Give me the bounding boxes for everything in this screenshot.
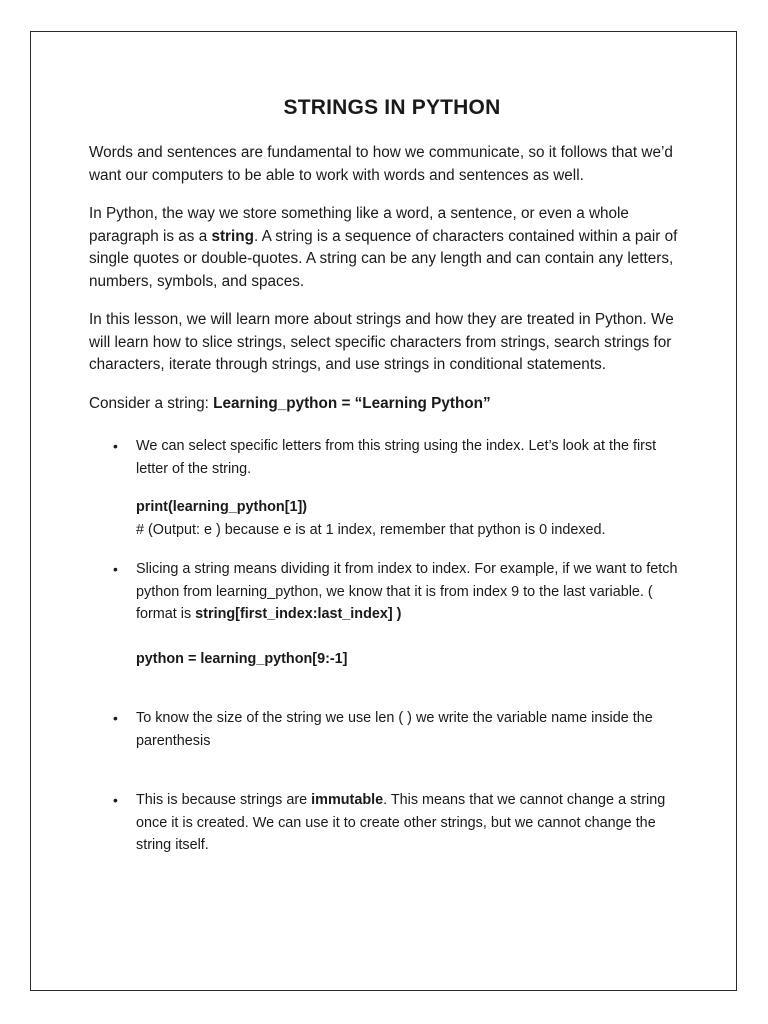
document-body xyxy=(89,96,689,857)
document-title: STRINGS IN PYTHON xyxy=(283,96,501,119)
consider-code: Learning_python = “Learning Python” xyxy=(213,394,491,412)
bullet-marker: • xyxy=(113,561,118,577)
immutable-text-before: This is because strings are xyxy=(136,792,312,808)
list-item xyxy=(89,435,689,541)
p2-text-before: In Python, the way we store something like a word, a sentence, or even a whole paragraph is as a xyxy=(89,205,629,245)
bullet-marker: • xyxy=(113,438,118,454)
bullet-text: To know the size of the string we use len ( ) we write the variable name inside the parenthesis xyxy=(136,710,653,749)
immutable-bold: immutable xyxy=(311,792,384,808)
paragraph-intro: Words and sentences are fundamental to how we communicate, so it follows that we’d want our computers to be able to work with words and sentences as well. xyxy=(89,144,673,184)
bullet-marker: • xyxy=(113,792,118,808)
bullet-marker: • xyxy=(113,710,118,726)
paragraph-string-definition xyxy=(89,203,689,293)
p2-bold-string: string xyxy=(211,227,254,245)
p2-text-after: . A string is a sequence of characters contained within a pair of single quotes or double-quotes. A string can be any length and can contain any letters, numbers, symbols, and spaces. xyxy=(89,227,678,290)
slicing-text: Slicing a string means dividing it from index to index. For example, if we want to fetch python from learning_python, we know that it is from index 9 to the last variable. ( format is xyxy=(136,561,678,622)
bullet-text xyxy=(136,789,689,857)
list-item xyxy=(89,707,689,752)
immutable-text-after: . This means that we cannot change a string once it is created. We can use it to create other strings, but we cannot change the string itself. xyxy=(136,792,666,853)
bullet-text xyxy=(136,558,689,626)
code-comment: # (Output: e ) because e is at 1 index, remember that python is 0 indexed. xyxy=(136,521,606,538)
paragraph-consider xyxy=(89,393,689,416)
bullet-text: We can select specific letters from this string using the index. Let’s look at the first letter of the string. xyxy=(136,438,657,477)
slicing-format: string[first_index:last_index] ) xyxy=(195,606,402,622)
bullet-list xyxy=(89,435,689,857)
code-print-index: print(learning_python[1]) xyxy=(136,499,308,515)
paragraph-lesson-overview: In this lesson, we will learn more about strings and how they are treated in Python. We will learn how to slice strings, select specific characters from strings, search strings for characters, iterate through strings, and use strings in conditional statements. xyxy=(89,311,674,373)
code-slice: python = learning_python[9:-1] xyxy=(136,650,348,667)
list-item xyxy=(89,789,689,857)
consider-label: Consider a string: xyxy=(89,394,214,412)
list-item xyxy=(89,558,689,670)
